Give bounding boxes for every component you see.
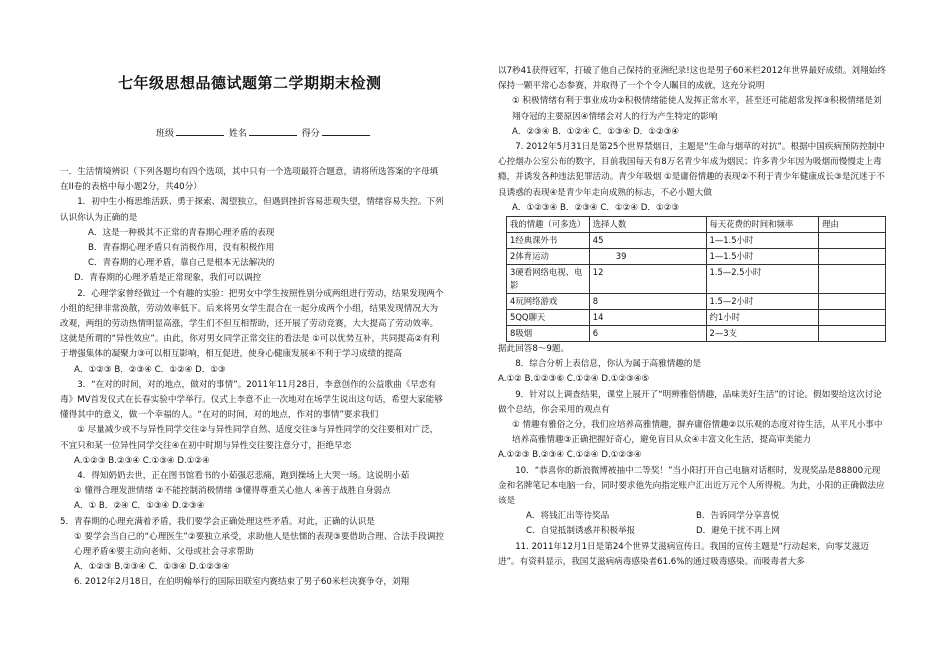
q4-statements: ① 懂得合理发泄情绪 ②不能控制消极情绪 ③懂得尊重关心他人 ④善于战胜自身弱点 — [74, 486, 391, 497]
table-cell: 8吸烟 — [507, 326, 590, 342]
table-header-cell: 理由 — [819, 217, 886, 233]
q10-option-b: B．告诉同学分享喜悦 — [696, 511, 780, 522]
page-title: 七年级思想品德试题第二学期期末检测 — [118, 74, 382, 92]
table-header-cell: 选择人数 — [589, 217, 706, 233]
right-column — [498, 64, 888, 570]
q10-options-row-2 — [498, 524, 888, 539]
question-6-continued: 以7秒41获得冠军，打破了他自己保持的亚洲纪录!这也是男子60米栏2012年世界最好成绩。刘翔始终保持一颗平常心态参赛，并取得了一个个令人瞩目的成就，这充分说明 — [498, 66, 886, 92]
left-column — [60, 165, 446, 591]
q2-options: A．①②③ B．②③④ C．①②④ D．①③ — [74, 364, 226, 375]
table-cell: 39 — [589, 249, 706, 265]
table-header-cell: 我的情趣（可多选） — [507, 217, 590, 233]
q10-option-a: A．将钱汇出等待奖品 — [526, 511, 610, 522]
question-5: 5．青春期的心理充满着矛盾，我们要学会正确处理这些矛盾。对此，正确的认识是 — [60, 516, 375, 527]
question-8: 8．综合分析上表信息，你认为属于高雅情趣的是 — [515, 359, 702, 370]
q1-option-a: A．这是一种极其不正常的青春期心理矛盾的表现 — [88, 227, 275, 238]
table-cell: 4玩网络游戏 — [507, 294, 590, 310]
class-label: 班级 — [156, 129, 175, 139]
class-blank[interactable] — [176, 125, 224, 136]
question-6-start: 6. 2012年2月18日，在伯明翰举行的国际田联室内赛结束了男子60米栏决赛争夺，刘翔 — [74, 577, 410, 588]
name-label: 姓名 — [228, 129, 247, 139]
question-4: 4．得知奶奶去世，正在图书馆看书的小茹强忍悲痛，跑到操场上大哭一场。这说明小茹 — [77, 471, 410, 482]
table-header-row — [507, 217, 886, 233]
question-7: 7. 2012年5月31日是第25个世界禁烟日，主题是“生命与烟草的对抗”。根据中国疾病预防控制中心控烟办公室公布的数字，目前我国每天有8万名青少年成为烟民；许多青少年因为吸烟而慢慢走上毒瘾，并诱发各种违法犯罪活动。青少年吸烟 ①是庸俗情趣的表现②不利于青少年健康成长③是沉迷于不良诱惑的表现④是青少年走向成熟的标志，不必小题大做 — [498, 142, 886, 198]
q9-statements: ① 情趣有雅俗之分，我们应培养高雅情趣，摒弃庸俗情趣②以乐观的态度对待生活，从平凡小事中培养高雅情趣③正确把握好奇心，避免盲目从众④丰富文化生活，提高审美能力 — [512, 420, 883, 446]
q3-statements: ① 尽量减少或不与异性同学交往②与异性同学自然、适度交往③与异性同学的交往要相对广泛，不宜只和某一位异性同学交往④在初中时期与异性交往要注意分寸，拒绝早恋 — [60, 425, 439, 451]
table-cell: 14 — [589, 310, 706, 326]
table-cell — [819, 294, 886, 310]
q10-options-row-1 — [498, 509, 888, 524]
question-3: 3．“在对的时间，对的地点，做对的事情”。2011年11月28日，李意创作的公益歌曲《早恋有毒》MV首发仪式在长春实验中学举行。仪式上李意不止一次地对在场学生说出这句话，希望大家能够懂得其中的意义，做一个幸福的人。“在对的时间，对的地点，作对的事情”要求我们 — [60, 379, 443, 421]
table-cell: 1经典课外书 — [507, 233, 590, 249]
table-row — [507, 326, 886, 342]
interest-survey-table — [506, 216, 886, 342]
q5-statements: ① 要学会当自己的“心理医生”②要独立承受，求助他人是怯懦的表现③要借助合理、合法手段调控心理矛盾④要主动向老师、父母或社会寻求帮助 — [74, 531, 444, 558]
score-label: 得分 — [301, 129, 320, 139]
table-row — [507, 265, 886, 294]
table-row — [507, 233, 886, 249]
q3-options: A.①②③ B.②③④ C.①③④ D.①②④ — [74, 455, 210, 466]
table-cell — [819, 310, 886, 326]
q1-option-c: C．青春期的心理矛盾，靠自己是根本无法解决的 — [88, 258, 275, 269]
q7-options: A．①②③④ B．②③④ C．①②④ D．①②③ — [512, 202, 680, 213]
table-cell: 3硬看网络电视、电影 — [507, 265, 590, 294]
table-cell — [819, 265, 886, 294]
table-cell: 2体育运动 — [507, 249, 590, 265]
q8-options: A.①② B.①②③⑥ C.①②④ D.①②③④⑤ — [498, 374, 650, 385]
table-cell: 12 — [589, 265, 706, 294]
table-cell — [819, 326, 886, 342]
table-row — [507, 294, 886, 310]
question-2: 2．心理学家曾经做过一个有趣的实验：把男女中学生按照性别分成两组进行劳动，结果发现两个小组的纪律非常涣散，劳动效率低下。后来将男女学生混合在一起分成两个小组，结果发现情况大为改观，两组的劳动热情明显高涨，学生们不但互相帮助，还开展了劳动竞赛，大大提高了劳动效率。这就是所谓的“异性效应”。由此，你对男女同学正常交往的看法是 ①可以优势互补，共同提高②有利于增强集体的凝聚力③可以相互影响，相互促进，使身心健康发展④不利于学习成绩的提高 — [60, 288, 444, 360]
name-blank[interactable] — [249, 125, 297, 136]
table-cell: 1—1.5小时 — [706, 233, 819, 249]
table-cell: 5QQ聊天 — [507, 310, 590, 326]
table-cell: 2—3支 — [706, 326, 819, 342]
table-header-cell: 每天花费的时间和频率 — [706, 217, 819, 233]
section-heading: 一．生活情境辨识（下列各题均有四个选项，其中只有一个选项最符合题意，请将所选答案的字母填在II卷的表格中每小题2分，共40分） — [60, 167, 439, 193]
question-11-start: 11. 2011年12月1日是第24个世界艾滋病宣传日。我国的宣传主题是“行动起来，向零艾滋迈进”。有资料显示，我国艾滋病病毒感染者61.6%的通过吸毒感染。而吸毒者大多 — [498, 541, 869, 567]
table-instruction: 据此回答8～9题。 — [498, 344, 570, 355]
student-info-line — [156, 125, 372, 142]
q1-option-d: D．青春期的心理矛盾是正常现象，我们可以调控 — [74, 273, 262, 284]
question-1: 1．初中生小梅思维活跃、勇于探索、渴望独立，但遇到挫折容易悲观失望，情绪容易失控。下列认识你认为正确的是 — [60, 197, 444, 223]
q6-options: A．②③④ B．①②④ C．①③④ D．①②③④ — [512, 126, 680, 137]
q10-option-d: D．避免干扰不再上网 — [696, 526, 780, 537]
q5-options: A．①②③ B.②③④ C．①③④ D.①②③④ — [74, 562, 230, 573]
table-cell: 1.5—2小时 — [706, 294, 819, 310]
question-9: 9．针对以上调查结果，课堂上展开了“明辨雅俗情趣，品味美好生活”的讨论。假如要给这次讨论做个总结，你会采用的观点有 — [498, 389, 882, 415]
q1-option-b: B．青春期心理矛盾只有消极作用，没有积极作用 — [88, 243, 275, 254]
table-cell: 1—1.5小时 — [706, 249, 819, 265]
table-cell: 8 — [589, 294, 706, 310]
table-cell: 约1小时 — [706, 310, 819, 326]
q10-option-c: C．自觉抵制诱惑并积极举报 — [526, 526, 636, 537]
table-row — [507, 249, 886, 265]
table-cell: 45 — [589, 233, 706, 249]
question-10: 10．“恭喜你的新浪微博被抽中二等奖！”当小阳打开自己电脑对话框时，发现奖品是88800元现金和名牌笔记本电脑一台，同时要求他先向指定账户汇出近万元个人所得税。为此，小阳的正确做法应该是 — [498, 465, 885, 507]
table-cell: 1.5—2.5小时 — [706, 265, 819, 294]
score-blank[interactable] — [322, 125, 370, 136]
q6-statements: ① 积极情绪有利于事业成功②积极情绪能使人发挥正常水平，甚至还可能超常发挥③积极情绪是刘翔夺冠的主要原因④情绪会对人的行为产生特定的影响 — [512, 96, 882, 122]
table-cell — [819, 249, 886, 265]
table-row — [507, 310, 886, 326]
q9-options: A.①②③ B.②③④ C.①②④ D.①②③④ — [498, 450, 642, 461]
table-cell — [819, 233, 886, 249]
table-cell: 6 — [589, 326, 706, 342]
q4-options: A．① B．②④ C．①③④ D.②③④ — [74, 501, 205, 512]
